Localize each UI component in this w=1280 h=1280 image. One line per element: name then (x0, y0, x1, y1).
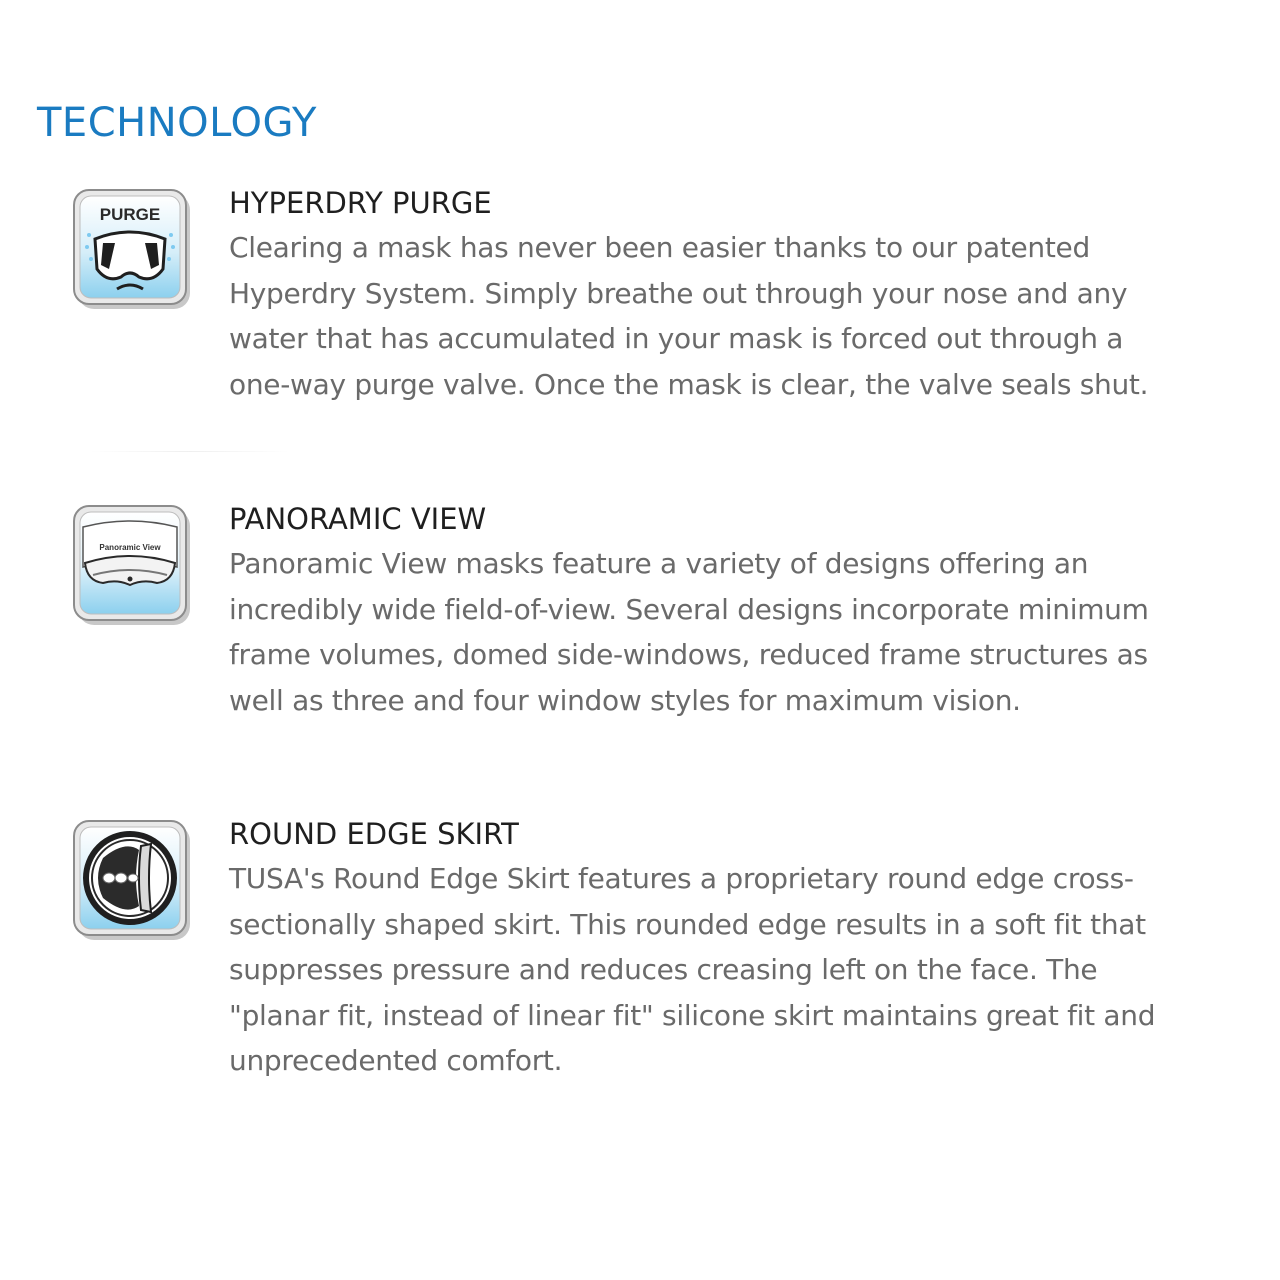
round-edge-skirt-icon (73, 820, 191, 942)
feature-description: Clearing a mask has never been easier thanks to our patented Hyperdry System. Simply breathe out through your nose and any water that has accumulated in your mask is forced out through a one-way purge valve. Once the mask is clear, the valve seals shut. (229, 231, 1149, 401)
purge-icon (73, 189, 191, 311)
purge-icon-label: PURGE (99, 205, 161, 224)
feature-title: HYPERDRY PURGE (229, 186, 492, 220)
feature-description: TUSA's Round Edge Skirt features a proprietary round edge cross-sectionally shaped skirt. This rounded edge results in a soft fit that suppresses pressure and reduces creasing left on the face. The "planar fit, instead of linear fit" silicone skirt maintains great fit and unprecedented comfort. (229, 862, 1156, 1077)
panoramic-view-icon (73, 505, 191, 627)
feature-description: Panoramic View masks feature a variety of designs offering an incredibly wide field-of-view. Several designs incorporate minimum frame volumes, domed side-windows, reduced frame structures as well as three and four window styles for maximum vision. (229, 547, 1149, 717)
page-title: TECHNOLOGY (37, 100, 317, 146)
divider (90, 451, 290, 452)
feature-title: PANORAMIC VIEW (229, 502, 487, 536)
feature-title: ROUND EDGE SKIRT (229, 817, 519, 851)
panoramic-icon-label: Panoramic View (99, 543, 161, 552)
